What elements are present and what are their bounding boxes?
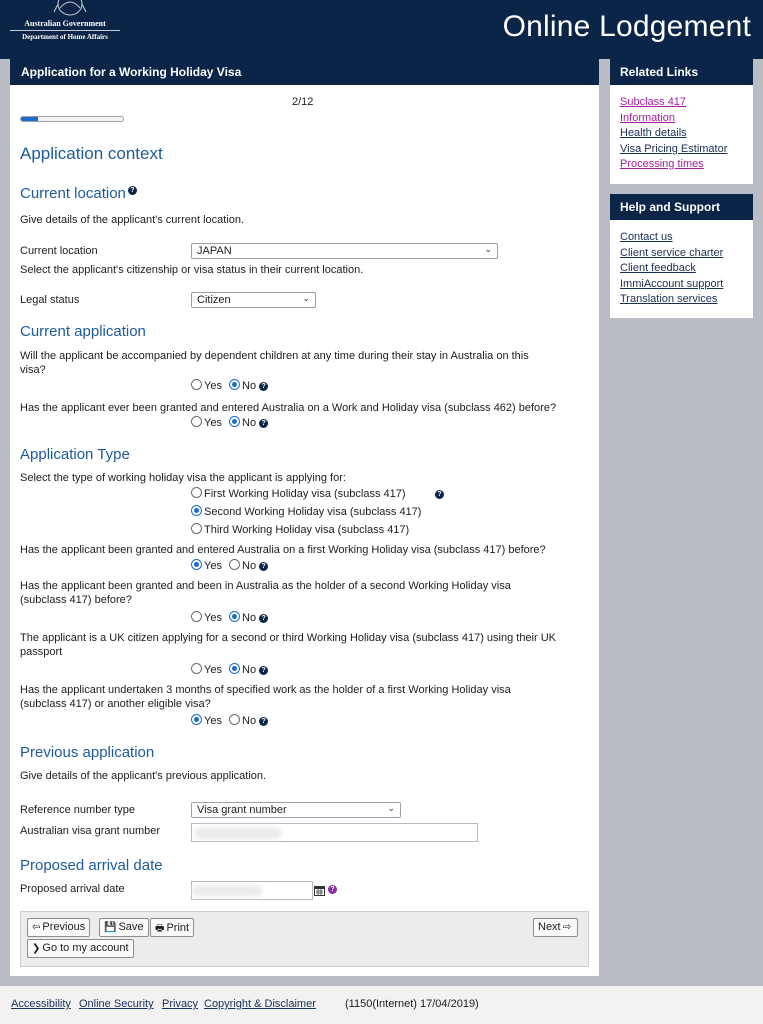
arrival-date-label: Proposed arrival date <box>20 883 125 895</box>
printer-icon: 🖶 <box>155 923 165 934</box>
radio-no[interactable] <box>229 714 240 725</box>
link-translation-services[interactable]: Translation services <box>620 293 718 305</box>
next-button[interactable] <box>533 918 578 937</box>
question-line: Has the applicant undertaken 3 months of specified work as the holder of a first Working Holiday visa <box>20 684 511 696</box>
current-location-label: Current location <box>20 245 98 257</box>
next-label: Next <box>538 921 561 933</box>
radio-yes-label: Yes <box>204 417 222 429</box>
radio-yes[interactable] <box>191 559 202 570</box>
previous-label: Previous <box>42 921 86 933</box>
section-heading-current-application: Current application <box>20 323 146 340</box>
save-button[interactable] <box>99 918 149 937</box>
radio-yes[interactable] <box>191 663 202 674</box>
section-heading-application-type: Application Type <box>20 446 130 463</box>
redacted-value <box>194 827 282 839</box>
radio-group-q6 <box>191 714 268 727</box>
radio-no[interactable] <box>229 611 240 622</box>
link-information[interactable]: Information <box>620 111 676 124</box>
current-location-value: JAPAN <box>197 245 232 257</box>
radio-yes-label: Yes <box>204 380 222 392</box>
visa-type-label: Second Working Holiday visa (subclass 417) <box>204 506 422 518</box>
section-heading-label: Current location <box>20 185 126 202</box>
form-title: Application for a Working Holiday Visa <box>10 59 599 85</box>
visa-type-label: First Working Holiday visa (subclass 417) <box>204 488 406 500</box>
save-disk-icon: 💾 <box>104 922 117 933</box>
help-icon[interactable]: ? <box>259 562 268 571</box>
radio-no-label: No <box>242 380 257 392</box>
question-line: (subclass 417) or another eligible visa? <box>20 698 211 710</box>
radio-visa-type[interactable] <box>191 523 202 534</box>
question-first-whv: Has the applicant been granted and entered Australia on a first Working Holiday visa (subclass 417) before? <box>20 544 546 556</box>
application-type-prompt: Select the type of working holiday visa the applicant is applying for: <box>20 472 346 484</box>
help-icon[interactable]: ? <box>328 885 337 894</box>
section-heading-previous-application: Previous application <box>20 744 155 761</box>
link-health-details[interactable]: Health details <box>620 127 687 139</box>
department-name: Department of Home Affairs <box>22 33 108 41</box>
question-line: visa? <box>20 364 46 376</box>
radio-no[interactable] <box>229 559 240 570</box>
go-to-account-button[interactable] <box>27 939 134 958</box>
radio-visa-type[interactable] <box>191 487 202 498</box>
legal-status-value: Citizen <box>197 294 231 306</box>
related-links-list <box>610 85 753 173</box>
radio-no[interactable] <box>229 416 240 427</box>
radio-no-label: No <box>242 417 257 429</box>
footer-link-privacy[interactable]: Privacy <box>162 998 199 1010</box>
arrow-left-icon: ⇦ <box>32 922 41 933</box>
navigation-button-bar <box>20 911 589 967</box>
help-support-title: Help and Support <box>610 194 753 220</box>
account-label: Go to my account <box>42 942 129 954</box>
radio-no-label: No <box>242 664 257 676</box>
print-label: Print <box>166 922 190 934</box>
radio-yes[interactable] <box>191 379 202 390</box>
current-location-select[interactable] <box>191 243 498 259</box>
question-second-whv-holder <box>20 580 511 606</box>
application-form-panel <box>10 59 599 976</box>
reference-type-value: Visa grant number <box>197 804 287 816</box>
help-support-list <box>610 220 753 308</box>
help-icon[interactable]: ? <box>259 419 268 428</box>
link-client-service-charter[interactable]: Client service charter <box>620 246 724 259</box>
link-processing-times[interactable]: Processing times <box>620 158 704 170</box>
build-info: (1150(Internet) 17/04/2019) <box>345 998 479 1010</box>
radio-visa-type[interactable] <box>191 505 202 516</box>
question-line: Will the applicant be accompanied by dependent children at any time during their stay in Australia on this <box>20 350 529 362</box>
previous-application-intro: Give details of the applicant's previous application. <box>20 770 267 782</box>
visa-type-label: Third Working Holiday visa (subclass 417) <box>204 524 410 536</box>
related-links-title: Related Links <box>610 59 753 85</box>
question-line: passport <box>20 646 63 658</box>
question-uk-citizen <box>20 632 556 658</box>
radio-group-q4 <box>191 611 268 624</box>
visa-type-option-first[interactable] <box>191 487 406 500</box>
radio-no[interactable] <box>229 379 240 390</box>
arrow-right-icon: ⇨ <box>562 922 572 933</box>
radio-group-q1 <box>191 379 268 392</box>
grant-number-label: Australian visa grant number <box>20 825 161 837</box>
legal-status-select[interactable] <box>191 292 316 308</box>
progress-fill <box>21 117 38 121</box>
save-label: Save <box>118 921 144 933</box>
site-title: Online Lodgement <box>502 10 751 43</box>
legal-status-label: Legal status <box>20 294 80 306</box>
progress-bar <box>20 116 124 122</box>
current-location-intro: Give details of the applicant's current location. <box>20 214 245 226</box>
grant-number-input[interactable] <box>191 823 478 842</box>
question-line: (subclass 417) before? <box>20 594 132 606</box>
chevron-down-icon: ⌄ <box>302 293 310 303</box>
question-line: The applicant is a UK citizen applying for a second or third Working Holiday visa (subclass 417) using their UK <box>20 632 556 644</box>
help-support-panel <box>610 194 753 318</box>
step-indicator: 2/12 <box>292 96 314 108</box>
previous-button[interactable] <box>27 918 90 937</box>
government-logo[interactable] <box>10 0 120 50</box>
help-icon[interactable]: ? <box>259 666 268 675</box>
question-dependent-children <box>20 350 529 376</box>
related-links-panel <box>610 59 753 184</box>
help-icon[interactable]: ? <box>259 614 268 623</box>
reference-type-select[interactable] <box>191 802 401 818</box>
arrival-date-input[interactable] <box>191 881 313 900</box>
link-subclass-417[interactable]: Subclass 417 <box>620 96 687 108</box>
help-icon[interactable]: ? <box>128 186 137 195</box>
radio-group-q3 <box>191 559 268 572</box>
radio-yes[interactable] <box>191 714 202 725</box>
chevron-down-icon: ⌄ <box>484 244 492 254</box>
radio-yes[interactable] <box>191 611 202 622</box>
help-icon[interactable]: ? <box>259 382 268 391</box>
footer-link-accessibility[interactable]: Accessibility <box>11 998 71 1010</box>
reference-type-label: Reference number type <box>20 804 135 816</box>
page-heading: Application context <box>20 144 163 163</box>
visa-type-option-second[interactable] <box>191 505 421 518</box>
radio-no-label: No <box>242 715 257 727</box>
footer-link-copyright[interactable]: Copyright & Disclaimer <box>204 998 316 1010</box>
radio-no-label: No <box>242 612 257 624</box>
question-specified-work <box>20 684 511 710</box>
section-heading-arrival: Proposed arrival date <box>20 857 163 874</box>
link-contact-us[interactable]: Contact us <box>620 231 673 243</box>
radio-no[interactable] <box>229 663 240 674</box>
question-line: Has the applicant been granted and been in Australia as the holder of a second Working Holiday visa <box>20 580 511 592</box>
logo-divider <box>10 30 120 31</box>
government-name: Australian Government <box>24 19 106 28</box>
radio-yes-label: Yes <box>204 664 222 676</box>
radio-yes-label: Yes <box>204 560 222 572</box>
redacted-value <box>192 885 262 897</box>
chevron-right-icon: ❯ <box>32 943 41 954</box>
site-footer <box>0 986 763 1024</box>
link-immiaccount-support[interactable]: ImmiAccount support <box>620 277 724 290</box>
visa-type-option-third[interactable] <box>191 523 409 536</box>
help-icon[interactable]: ? <box>435 490 444 499</box>
site-header <box>0 0 763 59</box>
radio-group-q5 <box>191 663 268 676</box>
radio-yes-label: Yes <box>204 612 222 624</box>
radio-yes-label: Yes <box>204 715 222 727</box>
section-heading-current-location <box>20 185 137 202</box>
link-client-feedback[interactable]: Client feedback <box>620 262 696 274</box>
link-visa-pricing-estimator[interactable]: Visa Pricing Estimator <box>620 142 728 155</box>
coat-of-arms-icon <box>48 0 92 18</box>
radio-no-label: No <box>242 560 257 572</box>
print-button[interactable] <box>150 918 194 937</box>
calendar-icon[interactable] <box>314 885 325 896</box>
radio-group-q2 <box>191 416 268 429</box>
help-icon[interactable]: ? <box>259 717 268 726</box>
current-location-hint: Select the applicant's citizenship or visa status in their current location. <box>20 264 364 276</box>
question-work-holiday-462: Has the applicant ever been granted and entered Australia on a Work and Holiday visa (subclass 462) before? <box>20 402 557 414</box>
radio-yes[interactable] <box>191 416 202 427</box>
chevron-down-icon: ⌄ <box>387 803 395 813</box>
footer-link-online-security[interactable]: Online Security <box>79 998 154 1010</box>
